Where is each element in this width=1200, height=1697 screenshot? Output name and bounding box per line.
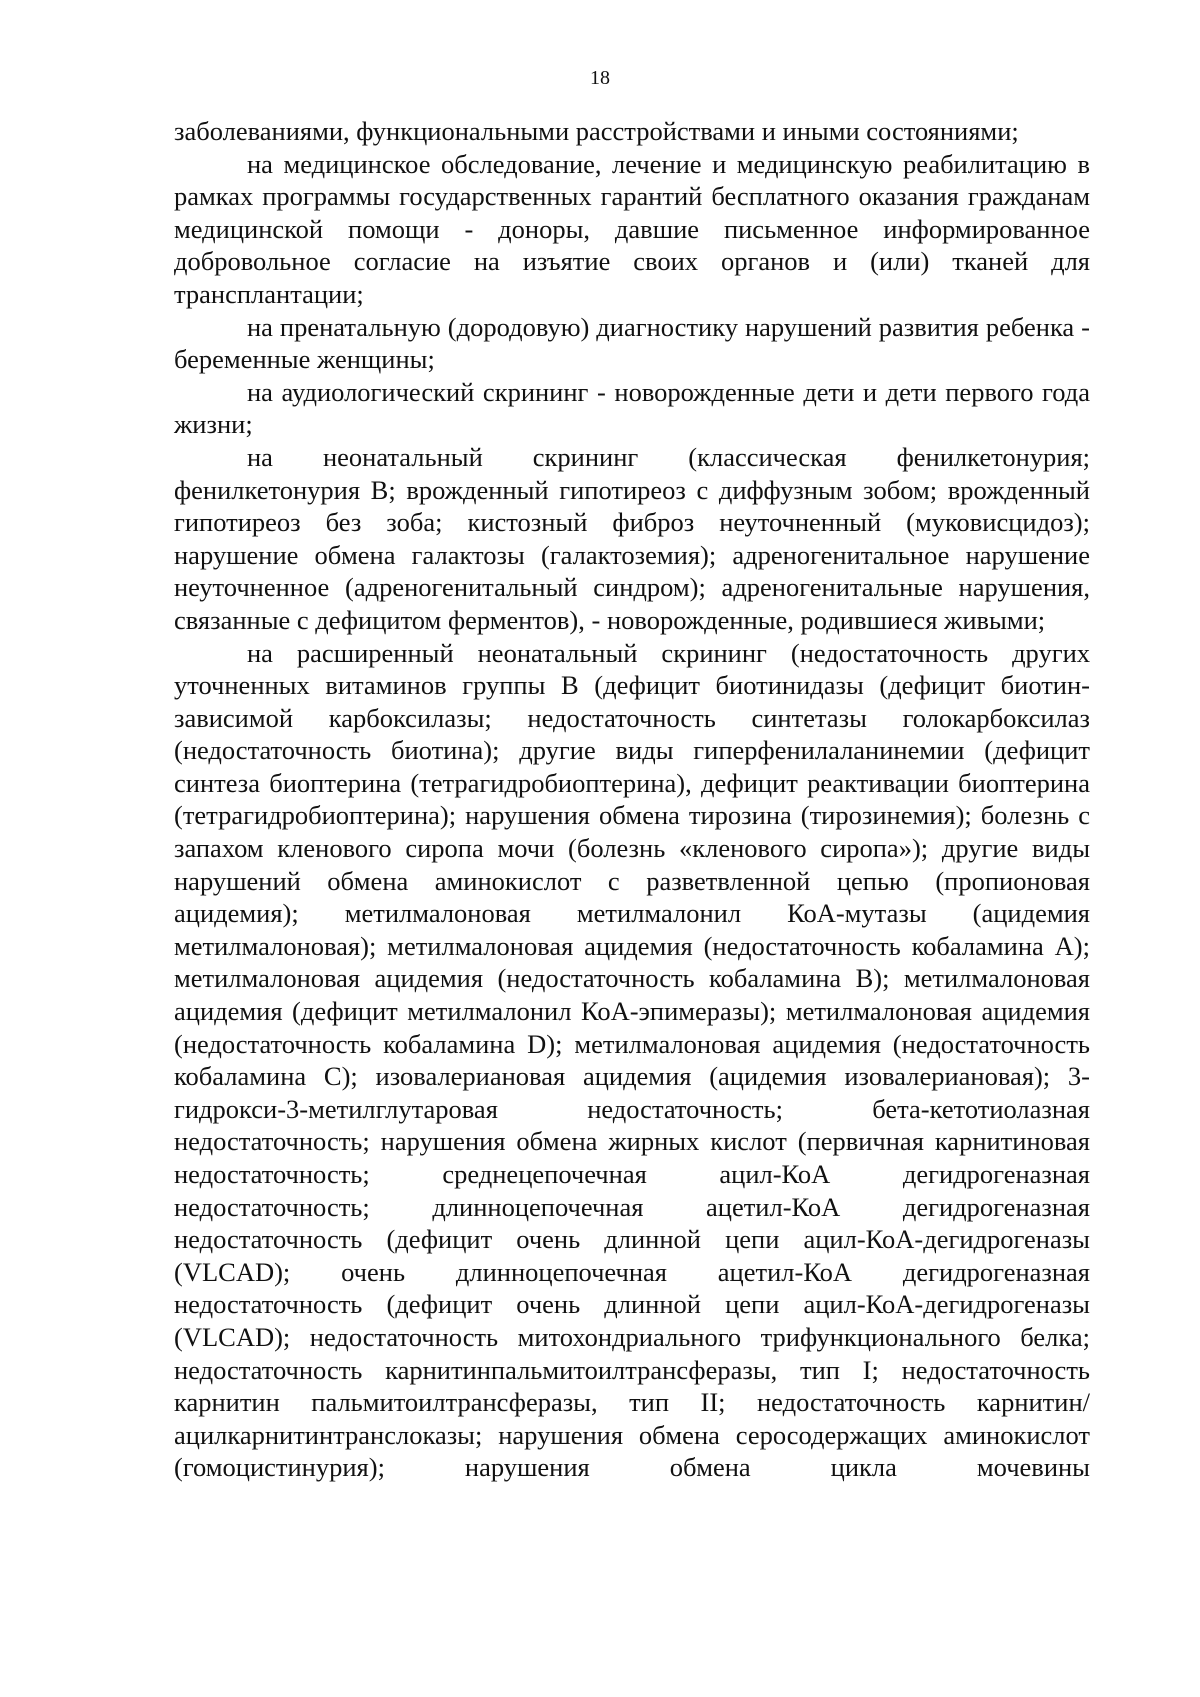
paragraph-prenatal-diagnostics: на пренатальную (дородовую) диагностику нарушений развития ребенка - беременные женщины; — [174, 311, 1090, 375]
paragraph-extended-neonatal-screening: на расширенный неонатальный скрининг (недостаточность других уточненных витаминов группы В (дефицит биотинидазы (дефицит биотин-зависимой карбоксилазы; недостаточность синтетазы голокарбоксилаз (недостаточность биотина); другие виды гиперфенилаланинемии (дефицит синтеза биоптерина (тетрагидробиоптерина), дефицит реактивации биоптерина (тетрагидробиоптерина); нарушения обмена тирозина (тирозинемия); болезнь с запахом кленового сиропа мочи (болезнь «кленового сиропа»); другие виды нарушений обмена аминокислот с разветвленной цепью (пропионовая ацидемия); метилмалоновая метилмалонил КоА-мутазы (ацидемия метилмалоновая); метилмалоновая ацидемия (недостаточность кобаламина А); метилмалоновая ацидемия (недостаточность кобаламина В); метилмалоновая ацидемия (дефицит метилмалонил КоА-эпимеразы); метилмалоновая ацидемия (недостаточность кобаламина D); метилмалоновая ацидемия (недостаточность кобаламина С); изовалериановая ацидемия (ацидемия изовалериановая); 3-гидрокси-3-метилглутаровая недостаточность; бета-кетотиолазная недостаточность; нарушения обмена жирных кислот (первичная карнитиновая недостаточность; среднецепочечная ацил-КоА дегидрогеназная недостаточность; длинноцепочечная ацетил-КоА дегидрогеназная недостаточность (дефицит очень длинной цепи ацил-КоА-дегидрогеназы (VLCAD); очень длинноцепочечная ацетил-КоА дегидрогеназная недостаточность (дефицит очень длинной цепи ацил-КоА-дегидрогеназы (VLCAD); недостаточность митохондриального трифункционального белка; недостаточность карнитинпальмитоилтрансферазы, тип I; недостаточность карнитин пальмитоилтрансферазы, тип II; недостаточность карнитин/ацилкарнитинтранслоказы; нарушения обмена серосодержащих аминокислот (гомоцистинурия); нарушения обмена цикла мочевины — [174, 637, 1090, 1483]
paragraph-audiological-screening: на аудиологический скрининг - новорожденные дети и дети первого года жизни; — [174, 376, 1090, 440]
paragraph-neonatal-screening: на неонатальный скрининг (классическая фенилкетонурия; фенилкетонурия В; врожденный гипотиреоз с диффузным зобом; врожденный гипотиреоз без зоба; кистозный фиброз неуточненный (муковисцидоз); нарушение обмена галактозы (галактоземия); адреногенитальное нарушение неуточненное (адреногенитальный синдром); адреногенитальные нарушения, связанные с дефицитом ферментов), - новорожденные, родившиеся живыми; — [174, 441, 1090, 635]
paragraph-donors: на медицинское обследование, лечение и медицинскую реабилитацию в рамках программы государственных гарантий бесплатного оказания гражданам медицинской помощи - доноры, давшие письменное информированное добровольное согласие на изъятие своих органов и (или) тканей для трансплантации; — [174, 148, 1090, 309]
paragraph-diseases-continuation: заболеваниями, функциональными расстройствами и иными состояниями; — [174, 116, 1019, 146]
page-number: 18 — [590, 67, 610, 89]
document-body — [174, 115, 1090, 1484]
